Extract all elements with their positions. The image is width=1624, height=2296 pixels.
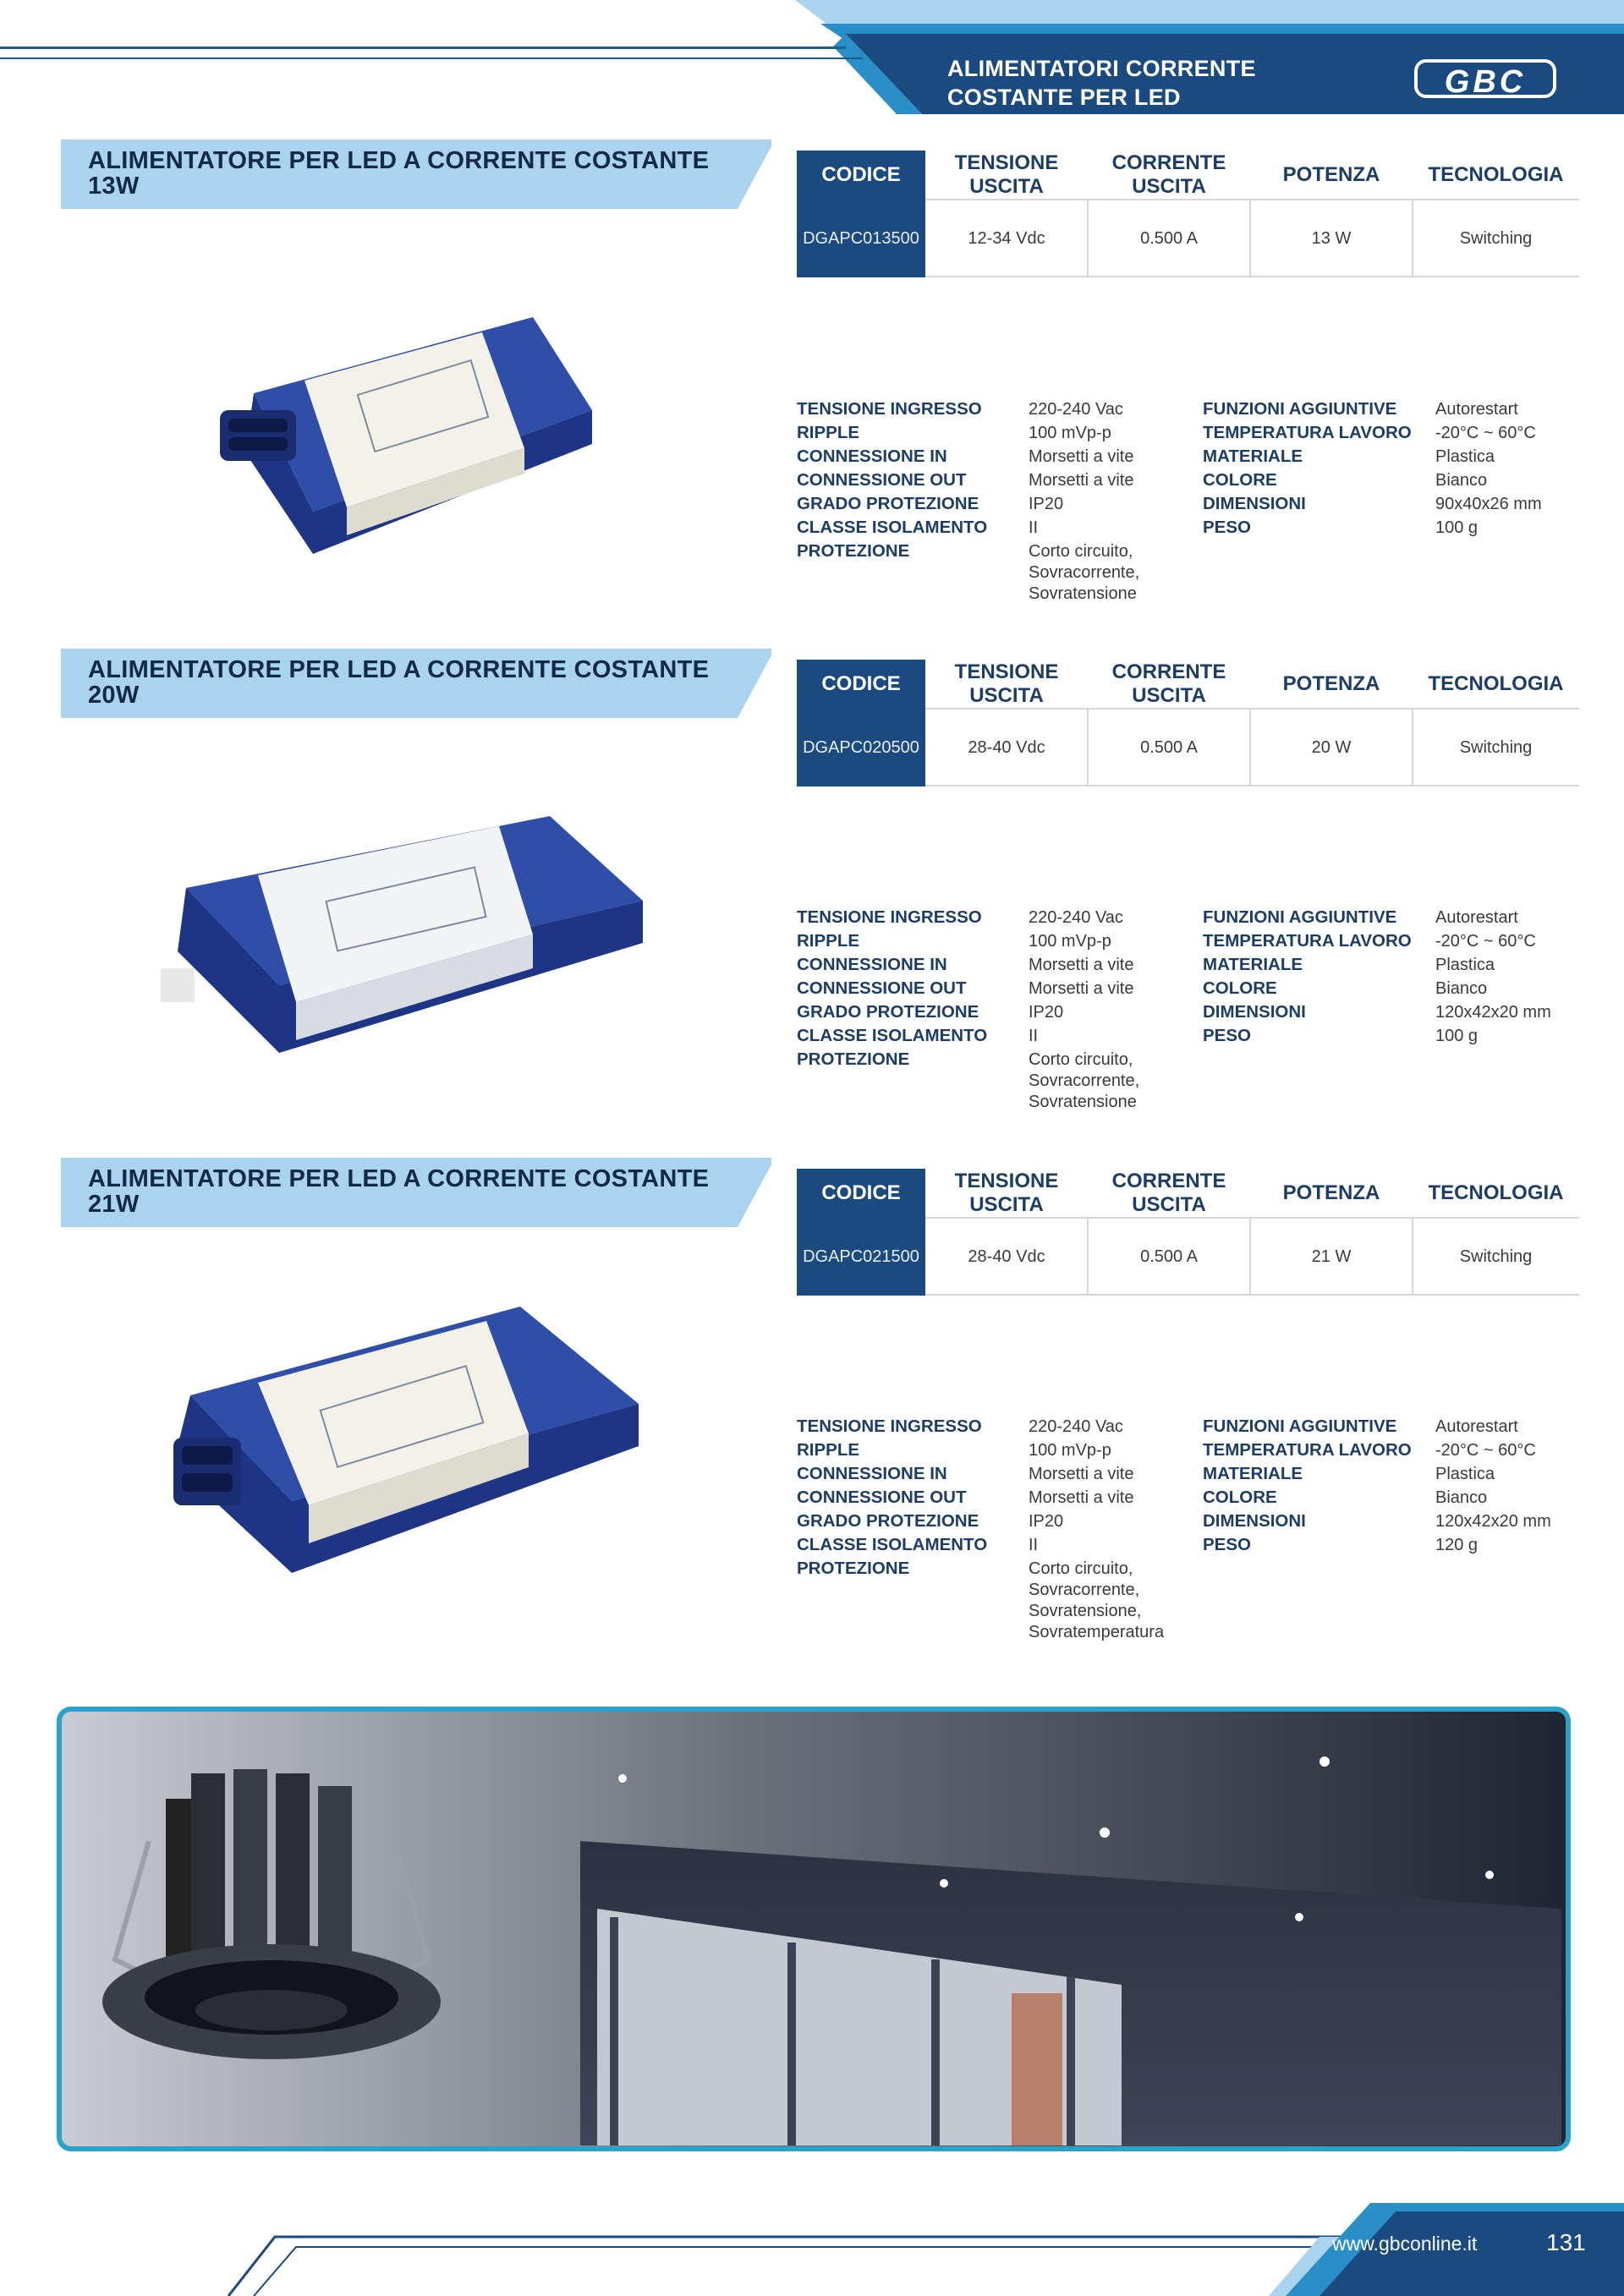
header-tensione-uscita: TENSIONE USCITA: [954, 1170, 1059, 1216]
label-dimensioni: DIMENSIONI: [1203, 1511, 1306, 1531]
gbc-logo: GBC: [1414, 59, 1556, 98]
column-separator: [1412, 1218, 1413, 1296]
value-connessione-in: Morsetti a vite: [1029, 956, 1134, 974]
value-classe-isolamento: II: [1029, 1027, 1039, 1045]
value-tecnologia: Switching: [1459, 1247, 1533, 1266]
label-classe-isolamento: CLASSE ISOLAMENTO: [797, 518, 988, 537]
led-driver-image: [161, 808, 651, 1061]
value-potenza: 21 W: [1311, 1247, 1352, 1266]
label-classe-isolamento: CLASSE ISOLAMENTO: [797, 1535, 988, 1554]
header-tecnologia: TECNOLOGIA: [1428, 672, 1564, 695]
label-materiale: MATERIALE: [1203, 447, 1303, 466]
value-temperatura-lavoro: -20°C ~ 60°C: [1435, 1441, 1536, 1460]
spec-table: [797, 151, 1579, 277]
header-corrente-uscita: CORRENTE USCITA: [1111, 660, 1226, 707]
label-temperatura-lavoro: TEMPERATURA LAVORO: [1203, 931, 1412, 951]
category-title: [947, 54, 1256, 112]
header-tensione-uscita: TENSIONE USCITA: [954, 151, 1059, 198]
value-classe-isolamento: II: [1029, 1536, 1039, 1554]
value-connessione-out: Morsetti a vite: [1029, 471, 1134, 490]
product-title-banner: [61, 140, 771, 209]
footer-website[interactable]: www.gbconline.it: [1332, 2233, 1478, 2255]
value-temperatura-lavoro: -20°C ~ 60°C: [1435, 424, 1536, 442]
value-codice: DGAPC013500: [797, 200, 925, 277]
header-corrente-uscita: CORRENTE USCITA: [1111, 151, 1226, 198]
value-tecnologia: Switching: [1459, 228, 1533, 248]
page-number: 131: [1546, 2229, 1586, 2255]
label-peso: PESO: [1203, 1026, 1251, 1045]
label-temperatura-lavoro: TEMPERATURA LAVORO: [1203, 423, 1412, 442]
value-corrente-uscita: 0.500 A: [1140, 228, 1198, 248]
label-grado-protezione: GRADO PROTEZIONE: [797, 1511, 979, 1531]
value-protezione: Corto circuito, Sovracorrente, Sovratensione: [1029, 542, 1140, 603]
value-temperatura-lavoro: -20°C ~ 60°C: [1435, 932, 1536, 951]
header-potenza: POTENZA: [1282, 672, 1380, 695]
value-classe-isolamento: II: [1029, 518, 1039, 537]
column-separator: [1249, 1218, 1251, 1296]
value-protezione: Corto circuito, Sovracorrente, Sovratensione: [1029, 1050, 1140, 1111]
header-potenza: POTENZA: [1282, 1181, 1380, 1204]
value-codice: DGAPC020500: [797, 709, 925, 786]
header-rule-bottom: [0, 58, 863, 59]
column-separator: [1087, 200, 1089, 277]
value-materiale: Plastica: [1435, 956, 1495, 974]
value-grado-protezione: IP20: [1029, 1003, 1064, 1022]
value-connessione-out: Morsetti a vite: [1029, 1488, 1134, 1507]
label-peso: PESO: [1203, 518, 1251, 537]
value-potenza: 20 W: [1311, 737, 1352, 757]
header-tecnologia: TECNOLOGIA: [1428, 1181, 1564, 1204]
label-colore: COLORE: [1203, 1488, 1277, 1507]
led-driver-image: [195, 300, 609, 558]
header-potenza: POTENZA: [1282, 163, 1380, 186]
value-peso: 100 g: [1435, 518, 1479, 537]
label-connessione-out: CONNESSIONE OUT: [797, 470, 967, 490]
label-dimensioni: DIMENSIONI: [1203, 494, 1306, 513]
label-tensione-ingresso: TENSIONE INGRESSO: [797, 399, 982, 419]
product-title-banner: [61, 1158, 771, 1227]
value-corrente-uscita: 0.500 A: [1140, 737, 1198, 757]
value-materiale: Plastica: [1435, 447, 1495, 466]
label-dimensioni: DIMENSIONI: [1203, 1002, 1306, 1022]
value-grado-protezione: IP20: [1029, 495, 1064, 513]
value-colore: Bianco: [1435, 1488, 1488, 1507]
value-grado-protezione: IP20: [1029, 1512, 1064, 1531]
promo-photo-downlight: [56, 1706, 1572, 2152]
label-tensione-ingresso: TENSIONE INGRESSO: [797, 1417, 982, 1436]
value-dimensioni: 120x42x20 mm: [1435, 1003, 1551, 1022]
value-corrente-uscita: 0.500 A: [1140, 1247, 1198, 1266]
value-ripple: 100 mVp-p: [1029, 1441, 1111, 1460]
value-colore: Bianco: [1435, 471, 1488, 490]
label-protezione: PROTEZIONE: [797, 541, 910, 561]
value-connessione-in: Morsetti a vite: [1029, 1465, 1134, 1483]
label-ripple: RIPPLE: [797, 1440, 860, 1460]
header-banner-shape: [0, 0, 1624, 127]
label-materiale: MATERIALE: [1203, 1464, 1303, 1483]
spec-table: [797, 1169, 1579, 1296]
label-classe-isolamento: CLASSE ISOLAMENTO: [797, 1026, 988, 1045]
label-grado-protezione: GRADO PROTEZIONE: [797, 494, 979, 513]
category-title-line1: ALIMENTATORI CORRENTE: [947, 56, 1256, 81]
column-separator: [1087, 1218, 1089, 1296]
value-funzioni-aggiuntive: Autorestart: [1435, 1417, 1518, 1436]
label-connessione-in: CONNESSIONE IN: [797, 955, 947, 974]
value-materiale: Plastica: [1435, 1465, 1495, 1483]
value-codice: DGAPC021500: [797, 1218, 925, 1296]
label-temperatura-lavoro: TEMPERATURA LAVORO: [1203, 1440, 1412, 1460]
value-tecnologia: Switching: [1459, 737, 1533, 757]
column-separator: [1249, 200, 1251, 277]
label-grado-protezione: GRADO PROTEZIONE: [797, 1002, 979, 1022]
value-funzioni-aggiuntive: Autorestart: [1435, 908, 1518, 927]
label-protezione: PROTEZIONE: [797, 1559, 910, 1578]
label-ripple: RIPPLE: [797, 931, 860, 951]
column-separator: [1412, 200, 1413, 277]
value-colore: Bianco: [1435, 979, 1488, 998]
value-connessione-in: Morsetti a vite: [1029, 447, 1134, 466]
product-title: ALIMENTATORE PER LED A CORRENTE COSTANTE 21W: [88, 1165, 710, 1218]
value-tensione-uscita: 12-34 Vdc: [968, 228, 1045, 248]
label-connessione-in: CONNESSIONE IN: [797, 1464, 947, 1483]
header-codice: CODICE: [797, 151, 925, 200]
label-colore: COLORE: [1203, 978, 1277, 998]
label-peso: PESO: [1203, 1535, 1251, 1554]
header-codice: CODICE: [797, 660, 925, 709]
label-ripple: RIPPLE: [797, 423, 860, 442]
value-tensione-ingresso: 220-240 Vac: [1029, 1417, 1123, 1436]
header-rule-top: [0, 47, 846, 49]
value-peso: 120 g: [1435, 1536, 1479, 1554]
label-funzioni-aggiuntive: FUNZIONI AGGIUNTIVE: [1203, 399, 1397, 419]
product-title: ALIMENTATORE PER LED A CORRENTE COSTANTE 13W: [88, 147, 710, 200]
value-dimensioni: 90x40x26 mm: [1435, 495, 1542, 513]
label-connessione-in: CONNESSIONE IN: [797, 447, 947, 466]
value-connessione-out: Morsetti a vite: [1029, 979, 1134, 998]
category-title-line2: COSTANTE PER LED: [947, 85, 1181, 110]
product-title: ALIMENTATORE PER LED A CORRENTE COSTANTE 20W: [88, 656, 710, 709]
value-tensione-ingresso: 220-240 Vac: [1029, 400, 1123, 419]
value-ripple: 100 mVp-p: [1029, 932, 1111, 951]
label-colore: COLORE: [1203, 470, 1277, 490]
label-materiale: MATERIALE: [1203, 955, 1303, 974]
value-dimensioni: 120x42x20 mm: [1435, 1512, 1551, 1531]
header-tensione-uscita: TENSIONE USCITA: [954, 660, 1059, 707]
header-tecnologia: TECNOLOGIA: [1428, 163, 1564, 186]
value-funzioni-aggiuntive: Autorestart: [1435, 400, 1518, 419]
label-connessione-out: CONNESSIONE OUT: [797, 1488, 967, 1507]
header-corrente-uscita: CORRENTE USCITA: [1111, 1170, 1226, 1216]
spec-table: [797, 660, 1579, 786]
label-funzioni-aggiuntive: FUNZIONI AGGIUNTIVE: [1203, 1417, 1397, 1436]
value-tensione-ingresso: 220-240 Vac: [1029, 908, 1123, 927]
column-separator: [1412, 709, 1413, 786]
value-potenza: 13 W: [1311, 228, 1352, 248]
label-tensione-ingresso: TENSIONE INGRESSO: [797, 907, 982, 927]
value-peso: 100 g: [1435, 1027, 1479, 1045]
label-connessione-out: CONNESSIONE OUT: [797, 978, 967, 998]
label-funzioni-aggiuntive: FUNZIONI AGGIUNTIVE: [1203, 907, 1397, 927]
label-protezione: PROTEZIONE: [797, 1049, 910, 1069]
value-tensione-uscita: 28-40 Vdc: [968, 1247, 1045, 1266]
column-separator: [1249, 709, 1251, 786]
value-tensione-uscita: 28-40 Vdc: [968, 737, 1045, 757]
header-codice: CODICE: [797, 1169, 925, 1218]
led-driver-image: [165, 1294, 656, 1577]
column-separator: [1087, 709, 1089, 786]
value-ripple: 100 mVp-p: [1029, 424, 1111, 442]
product-title-banner: [61, 649, 771, 718]
value-protezione: Corto circuito, Sovracorrente, Sovratensione, Sovratemperatura: [1029, 1559, 1165, 1641]
